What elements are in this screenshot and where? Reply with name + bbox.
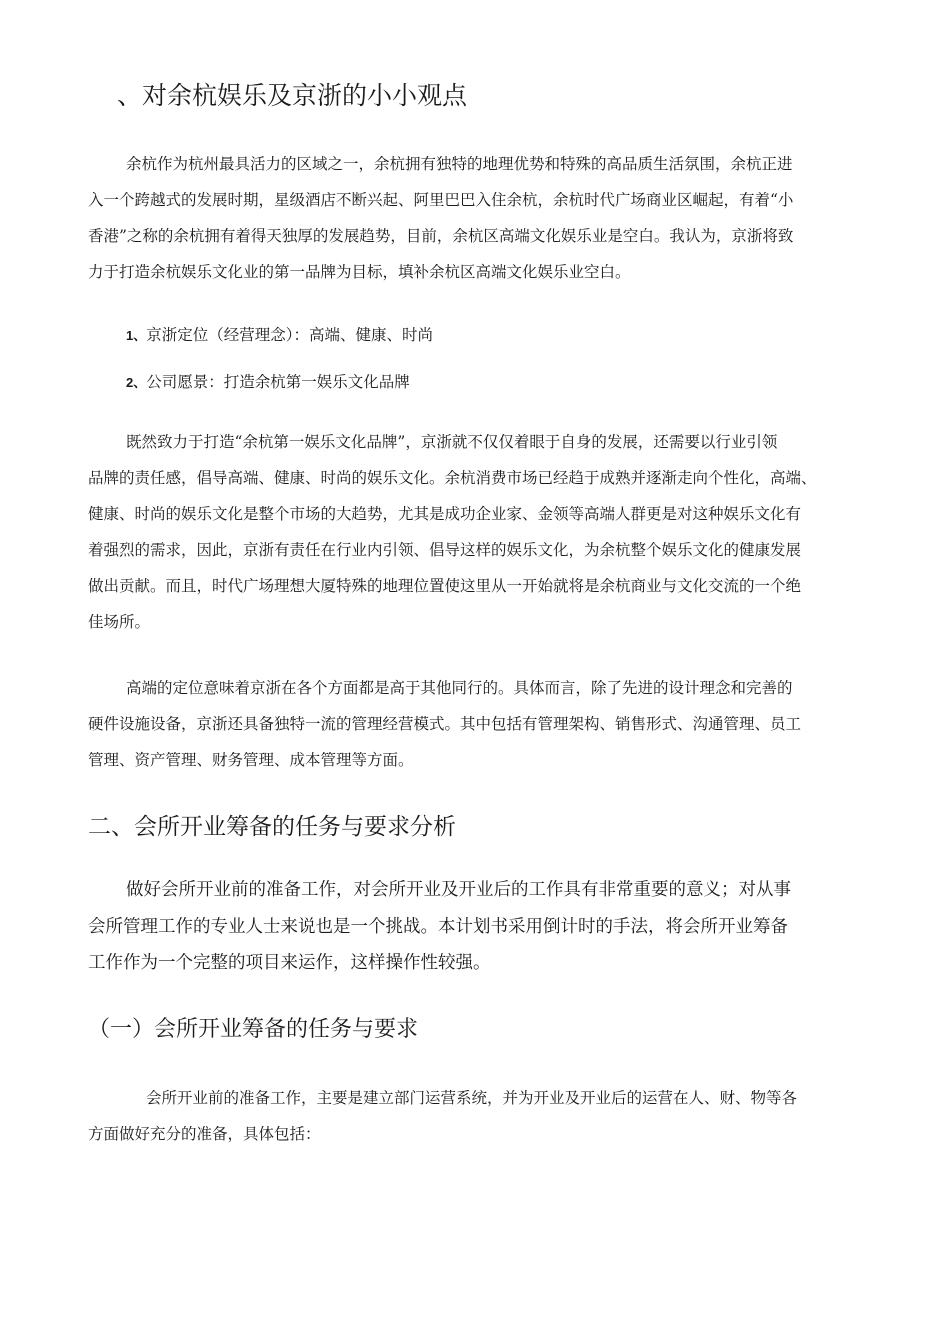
paragraph-line: 着强烈的需求，因此，京浙有责任在行业内引领、倡导这样的娱乐文化，为余杭整个娱乐文化的健康发展	[88, 541, 802, 559]
list-item-positioning	[126, 323, 433, 348]
paragraph-line: 工作作为一个完整的项目来运作，这样操作性较强。	[88, 953, 491, 973]
paragraph-brand-leadership	[88, 424, 888, 640]
list-item-text: 公司愿景：打造余杭第一娱乐文化品牌	[146, 373, 410, 391]
paragraph-line: 高端的定位意味着京浙在各个方面都是高于其他同行的。具体而言，除了先进的设计理念和完善的	[126, 679, 793, 697]
paragraph-line: 会所开业前的准备工作，主要是建立部门运营系统，并为开业及开业后的运营在人、财、物等各	[146, 1089, 798, 1107]
list-item-vision	[126, 370, 410, 395]
list-item-number: 2、	[126, 375, 147, 390]
paragraph-line: 方面做好充分的准备，具体包括：	[88, 1125, 321, 1143]
paragraph-preparation-tasks	[88, 1080, 888, 1152]
paragraph-line: 余杭作为杭州最具活力的区域之一，余杭拥有独特的地理优势和特殊的高品质生活氛围，余杭正进	[126, 155, 793, 173]
paragraph-line: 管理、资产管理、财务管理、成本管理等方面。	[88, 751, 414, 769]
paragraph-line: 品牌的责任感，倡导高端、健康、时尚的娱乐文化。余杭消费市场已经趋于成熟并逐渐走向个性化，高端、	[88, 469, 817, 487]
paragraph-line: 硬件设施设备，京浙还具备独特一流的管理经营模式。其中包括有管理架构、销售形式、沟通管理、员工	[88, 715, 802, 733]
section-heading-1: 、对余杭娱乐及京浙的小小观点	[117, 81, 468, 110]
paragraph-line: 健康、时尚的娱乐文化是整个市场的大趋势，尤其是成功企业家、金领等高端人群更是对这种娱乐文化有	[88, 505, 802, 523]
paragraph-yuhang-overview	[88, 146, 888, 290]
list-item-number: 1、	[126, 328, 147, 343]
paragraph-line: 既然致力于打造“余杭第一娱乐文化品牌”，京浙就不仅仅着眼于自身的发展，还需要以行业引领	[126, 433, 778, 451]
paragraph-line: 力于打造余杭娱乐文化业的第一品牌为目标，填补余杭区高端文化娱乐业空白。	[88, 263, 631, 281]
paragraph-line: 佳场所。	[88, 613, 151, 631]
paragraph-high-end-positioning	[88, 670, 888, 778]
list-item-text: 京浙定位（经营理念）：高端、健康、时尚	[146, 326, 433, 344]
paragraph-preparation-intro	[88, 872, 888, 982]
paragraph-line: 入一个跨越式的发展时期，星级酒店不断兴起、阿里巴巴入住余杭，余杭时代广场商业区崛起，有着“小	[88, 191, 794, 209]
section-heading-2: 二、会所开业筹备的任务与要求分析	[88, 814, 456, 840]
paragraph-line: 会所管理工作的专业人士来说也是一个挑战。本计划书采用倒计时的手法，将会所开业筹备	[88, 916, 788, 937]
paragraph-line: 做出贡献。而且，时代广场理想大厦特殊的地理位置使这里从一开始就将是余杭商业与文化交流的一个绝	[88, 577, 802, 595]
paragraph-line: 香港”之称的余杭拥有着得天独厚的发展趋势，目前，余杭区高端文化娱乐业是空白。我认为，京浙将致	[88, 227, 794, 245]
subsection-heading-1: （一）会所开业筹备的任务与要求	[88, 1017, 419, 1042]
paragraph-line: 做好会所开业前的准备工作，对会所开业及开业后的工作具有非常重要的意义；对从事	[126, 880, 791, 900]
